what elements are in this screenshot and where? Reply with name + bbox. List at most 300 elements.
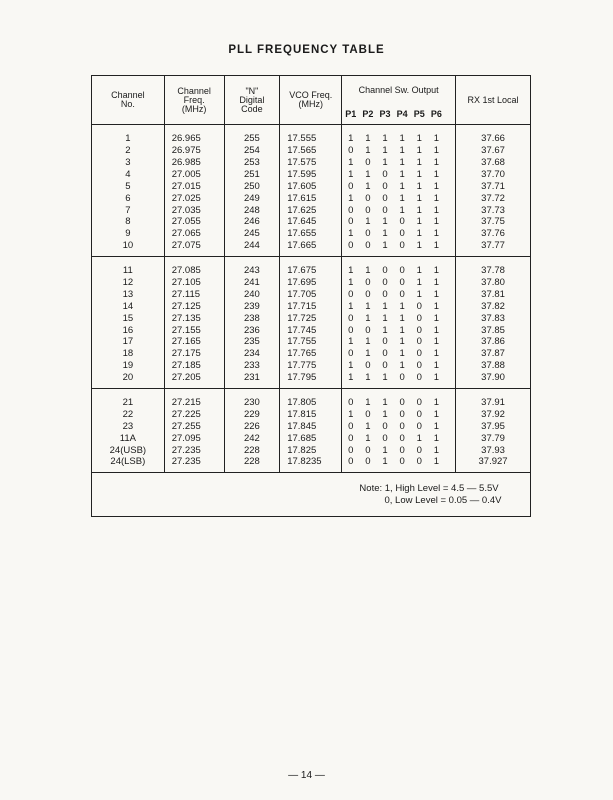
sw-output-bit: 1 — [348, 372, 354, 384]
sw-output-bit: 1 — [433, 156, 439, 168]
sw-output-bit: 1 — [399, 168, 405, 180]
sw-output-bit: 1 — [348, 168, 354, 180]
sw-output-bit: 1 — [382, 156, 388, 168]
vco-freq: 17.755 — [280, 336, 342, 348]
vco-freq: 17.815 — [280, 409, 342, 421]
channel-freq: 27.185 — [164, 360, 224, 372]
n-code: 249 — [224, 192, 280, 204]
sw-output-bit: 1 — [433, 360, 439, 372]
table-row — [92, 421, 531, 433]
vco-freq: 17.605 — [280, 181, 342, 193]
channel-freq: 27.055 — [164, 216, 224, 228]
channel-no: 21 — [92, 397, 165, 409]
vco-freq: 17.595 — [280, 169, 342, 181]
vco-freq: 17.665 — [280, 240, 342, 252]
sw-output-bit: 1 — [433, 408, 439, 420]
table-row — [92, 228, 531, 240]
sw-output-bit: 0 — [348, 397, 354, 408]
sw-output-bit: 0 — [365, 204, 371, 216]
header-channel-freq: Channel Freq. (MHz) — [164, 76, 224, 125]
sw-output-bit: 1 — [416, 133, 422, 145]
rx-1st-local: 37.70 — [456, 169, 531, 181]
channel-no: 7 — [92, 204, 165, 216]
channel-no: 14 — [92, 301, 165, 313]
header-p1: P1 — [342, 104, 360, 124]
sw-output-bit: 1 — [416, 156, 422, 168]
channel-freq: 26.975 — [164, 145, 224, 157]
sw-output-bit: 1 — [365, 397, 371, 408]
channel-no: 20 — [92, 372, 165, 384]
sw-output-bit: 0 — [382, 288, 388, 300]
level-note: Note: 1, High Level = 4.5 — 5.5V 0, Low Level = 0.05 — 0.4V — [92, 473, 531, 517]
sw-output-bit: 1 — [348, 360, 354, 372]
sw-output-bit: 0 — [399, 456, 405, 468]
vco-freq: 17.685 — [280, 432, 342, 444]
table-row — [92, 444, 531, 456]
sw-output-bit: 1 — [399, 348, 405, 360]
rx-1st-local: 37.73 — [456, 204, 531, 216]
sw-output-bit: 1 — [365, 348, 371, 360]
channel-freq: 27.085 — [164, 265, 224, 277]
sw-output-bit: 1 — [382, 133, 388, 145]
sw-output-bit: 1 — [433, 276, 439, 288]
sw-output-bit: 0 — [399, 265, 405, 277]
table-row — [92, 336, 531, 348]
n-code: 253 — [224, 157, 280, 169]
sw-output-bit: 0 — [416, 420, 422, 432]
channel-freq: 27.165 — [164, 336, 224, 348]
n-code: 240 — [224, 289, 280, 301]
page-number: — 14 — — [288, 770, 325, 781]
n-code: 229 — [224, 409, 280, 421]
sw-output-bit: 0 — [365, 456, 371, 468]
sw-output-bit: 1 — [348, 300, 354, 312]
rx-1st-local: 37.91 — [456, 397, 531, 409]
vco-freq: 17.675 — [280, 265, 342, 277]
rx-1st-local: 37.82 — [456, 301, 531, 313]
channel-freq: 27.135 — [164, 312, 224, 324]
sw-output-bit: 1 — [399, 204, 405, 216]
n-code: 228 — [224, 456, 280, 468]
sw-output-bit: 1 — [433, 265, 439, 277]
channel-freq: 27.075 — [164, 240, 224, 252]
vco-freq: 17.645 — [280, 216, 342, 228]
sw-output-bit: 1 — [433, 240, 439, 252]
table-row — [92, 157, 531, 169]
sw-output-bit: 1 — [382, 300, 388, 312]
n-code: 231 — [224, 372, 280, 384]
channel-freq: 27.015 — [164, 181, 224, 193]
vco-freq: 17.775 — [280, 360, 342, 372]
sw-output-bit: 1 — [399, 360, 405, 372]
table-row — [92, 456, 531, 468]
sw-output-bit: 0 — [348, 456, 354, 468]
table-row — [92, 432, 531, 444]
channel-no: 23 — [92, 421, 165, 433]
sw-output-bit: 0 — [365, 288, 371, 300]
sw-output-bit: 0 — [382, 192, 388, 204]
vco-freq: 17.575 — [280, 157, 342, 169]
vco-freq: 17.705 — [280, 289, 342, 301]
n-code: 236 — [224, 324, 280, 336]
sw-output-bit: 0 — [416, 336, 422, 348]
rx-1st-local: 37.83 — [456, 312, 531, 324]
sw-output-bit: 1 — [382, 145, 388, 157]
table-row — [92, 312, 531, 324]
vco-freq: 17.555 — [280, 133, 342, 145]
sw-output-bit: 0 — [348, 324, 354, 336]
n-code: 243 — [224, 265, 280, 277]
sw-output-bit: 1 — [433, 456, 439, 468]
channel-freq: 27.215 — [164, 397, 224, 409]
sw-output-bit: 0 — [399, 288, 405, 300]
header-n-digital-code: "N" Digital Code — [224, 76, 280, 125]
n-code: 235 — [224, 336, 280, 348]
sw-output-bit: 0 — [348, 288, 354, 300]
sw-output-bit: 1 — [433, 228, 439, 240]
sw-output-bit: 1 — [348, 192, 354, 204]
rx-1st-local: 37.76 — [456, 228, 531, 240]
sw-output-bit: 0 — [348, 432, 354, 444]
table-row — [92, 192, 531, 204]
channel-no: 15 — [92, 312, 165, 324]
vco-freq: 17.625 — [280, 204, 342, 216]
sw-output-bit: 0 — [365, 192, 371, 204]
sw-output-bit: 0 — [365, 408, 371, 420]
table-row — [92, 265, 531, 277]
channel-freq: 27.035 — [164, 204, 224, 216]
channel-no: 11A — [92, 432, 165, 444]
n-code: 238 — [224, 312, 280, 324]
sw-output-bit: 1 — [433, 372, 439, 384]
channel-freq: 26.965 — [164, 133, 224, 145]
pll-frequency-table — [91, 75, 531, 517]
rx-1st-local: 37.81 — [456, 289, 531, 301]
sw-output-bit: 0 — [399, 276, 405, 288]
sw-output-bit: 1 — [399, 312, 405, 324]
table-row — [92, 301, 531, 313]
sw-output-bit: 1 — [433, 145, 439, 157]
vco-freq: 17.845 — [280, 421, 342, 433]
sw-output-bit: 1 — [365, 180, 371, 192]
sw-output-bit: 0 — [348, 348, 354, 360]
sw-output-bit: 0 — [348, 444, 354, 456]
sw-output-bit: 0 — [365, 156, 371, 168]
sw-output-bit: 1 — [382, 456, 388, 468]
channel-no: 1 — [92, 133, 165, 145]
sw-output-bit: 1 — [433, 180, 439, 192]
sw-output-bit: 0 — [382, 265, 388, 277]
sw-output-bit: 1 — [399, 300, 405, 312]
sw-output-bit: 0 — [399, 240, 405, 252]
n-code: 228 — [224, 444, 280, 456]
channel-no: 13 — [92, 289, 165, 301]
sw-output-bit: 1 — [365, 145, 371, 157]
sw-output-bit: 1 — [416, 145, 422, 157]
sw-output-bit: 1 — [365, 420, 371, 432]
sw-output-bit: 0 — [348, 145, 354, 157]
channel-no: 3 — [92, 157, 165, 169]
sw-output-bit: 0 — [382, 276, 388, 288]
channel-freq: 27.235 — [164, 444, 224, 456]
sw-output-bit: 0 — [416, 312, 422, 324]
channel-no: 22 — [92, 409, 165, 421]
vco-freq: 17.805 — [280, 397, 342, 409]
rx-1st-local: 37.86 — [456, 336, 531, 348]
table-row — [92, 324, 531, 336]
n-code: 234 — [224, 348, 280, 360]
sw-output-bit: 0 — [416, 360, 422, 372]
table-row — [92, 409, 531, 421]
sw-output-bit: 0 — [399, 216, 405, 228]
table-row — [92, 133, 531, 145]
sw-output-bit: 1 — [382, 228, 388, 240]
rx-1st-local: 37.68 — [456, 157, 531, 169]
n-code: 246 — [224, 216, 280, 228]
sw-output-bit: 1 — [433, 444, 439, 456]
table-row — [92, 169, 531, 181]
sw-output-bit: 1 — [382, 324, 388, 336]
rx-1st-local: 37.71 — [456, 181, 531, 193]
sw-output-bit: 1 — [433, 216, 439, 228]
sw-output-bit: 1 — [365, 312, 371, 324]
sw-output-bit: 0 — [348, 312, 354, 324]
sw-output-bit: 0 — [348, 216, 354, 228]
header-rx-1st-local: RX 1st Local — [456, 76, 531, 125]
channel-freq: 27.175 — [164, 348, 224, 360]
channel-no: 12 — [92, 277, 165, 289]
sw-output-bit: 1 — [348, 156, 354, 168]
sw-output-bit: 1 — [433, 168, 439, 180]
sw-output-bit: 0 — [348, 420, 354, 432]
sw-output-bit: 0 — [365, 360, 371, 372]
rx-1st-local: 37.85 — [456, 324, 531, 336]
sw-output-bit: 1 — [365, 432, 371, 444]
channel-freq: 27.105 — [164, 277, 224, 289]
channel-no: 18 — [92, 348, 165, 360]
rx-1st-local: 37.90 — [456, 372, 531, 384]
sw-output-bit: 1 — [416, 228, 422, 240]
sw-output-bit: 0 — [399, 444, 405, 456]
vco-freq: 17.745 — [280, 324, 342, 336]
sw-output-bit: 0 — [416, 408, 422, 420]
vco-freq: 17.565 — [280, 145, 342, 157]
channel-freq: 27.125 — [164, 301, 224, 313]
rx-1st-local: 37.72 — [456, 192, 531, 204]
vco-freq: 17.8235 — [280, 456, 342, 468]
table-row — [92, 240, 531, 252]
sw-output-bit: 0 — [365, 324, 371, 336]
sw-output-bit: 1 — [433, 192, 439, 204]
sw-output-bit: 1 — [433, 288, 439, 300]
sw-output-bit: 1 — [416, 432, 422, 444]
sw-output-bit: 1 — [382, 408, 388, 420]
channel-freq: 27.225 — [164, 409, 224, 421]
sw-output-bit: 0 — [382, 336, 388, 348]
channel-freq: 27.065 — [164, 228, 224, 240]
vco-freq: 17.715 — [280, 301, 342, 313]
sw-output-bit: 0 — [348, 204, 354, 216]
sw-output-bit: 0 — [348, 240, 354, 252]
table-row — [92, 216, 531, 228]
table-row — [92, 360, 531, 372]
sw-output-bit: 1 — [433, 133, 439, 145]
sw-output-bit: 0 — [399, 397, 405, 408]
rx-1st-local: 37.75 — [456, 216, 531, 228]
sw-output-bit: 1 — [382, 372, 388, 384]
n-code: 239 — [224, 301, 280, 313]
header-p4: P4 — [394, 104, 411, 124]
sw-output-bit: 1 — [365, 336, 371, 348]
sw-output-bit: 1 — [348, 133, 354, 145]
sw-output-bit: 1 — [433, 432, 439, 444]
sw-output-bit: 0 — [382, 432, 388, 444]
sw-output-bit: 1 — [399, 336, 405, 348]
header-p3: P3 — [376, 104, 393, 124]
sw-output-bit: 0 — [348, 180, 354, 192]
rx-1st-local: 37.66 — [456, 133, 531, 145]
rx-1st-local: 37.79 — [456, 432, 531, 444]
sw-output-bit: 1 — [365, 265, 371, 277]
channel-freq: 27.155 — [164, 324, 224, 336]
sw-output-bit: 1 — [416, 276, 422, 288]
sw-output-bit: 1 — [416, 216, 422, 228]
sw-output-bit: 1 — [382, 312, 388, 324]
sw-output-bit: 0 — [399, 408, 405, 420]
sw-output-bit: 1 — [399, 145, 405, 157]
sw-output-bit: 1 — [348, 408, 354, 420]
channel-no: 19 — [92, 360, 165, 372]
sw-output-bit: 0 — [382, 360, 388, 372]
sw-output-bit: 1 — [399, 133, 405, 145]
n-code: 250 — [224, 181, 280, 193]
sw-output-bit: 1 — [416, 265, 422, 277]
sw-output-bit: 1 — [348, 265, 354, 277]
rx-1st-local: 37.927 — [456, 456, 531, 468]
sw-output-bit: 1 — [365, 216, 371, 228]
sw-output-bit: 1 — [382, 240, 388, 252]
table-row — [92, 289, 531, 301]
channel-no: 2 — [92, 145, 165, 157]
sw-output-bit: 1 — [433, 397, 439, 408]
rx-1st-local: 37.80 — [456, 277, 531, 289]
sw-output-bit: 0 — [399, 372, 405, 384]
header-p2: P2 — [359, 104, 376, 124]
channel-no: 6 — [92, 192, 165, 204]
sw-output-bit: 1 — [399, 192, 405, 204]
sw-output-bit: 1 — [382, 397, 388, 408]
channel-no: 8 — [92, 216, 165, 228]
table-row — [92, 145, 531, 157]
n-code: 241 — [224, 277, 280, 289]
table-row — [92, 348, 531, 360]
sw-output-bit: 1 — [433, 324, 439, 336]
sw-output-bit: 0 — [416, 372, 422, 384]
sw-output-bit: 1 — [365, 133, 371, 145]
sw-output-bit: 1 — [433, 300, 439, 312]
rx-1st-local: 37.77 — [456, 240, 531, 252]
sw-output-bit: 0 — [399, 420, 405, 432]
sw-output-bit: 1 — [348, 276, 354, 288]
vco-freq: 17.825 — [280, 444, 342, 456]
n-code: 254 — [224, 145, 280, 157]
sw-output-bit: 0 — [399, 228, 405, 240]
table-row — [92, 372, 531, 384]
channel-no: 24(LSB) — [92, 456, 165, 468]
sw-output-bit: 1 — [365, 300, 371, 312]
channel-no: 10 — [92, 240, 165, 252]
sw-output-bit: 0 — [382, 348, 388, 360]
n-code: 226 — [224, 421, 280, 433]
vco-freq: 17.615 — [280, 192, 342, 204]
header-channel-no: Channel No. — [92, 76, 165, 125]
sw-output-bit: 0 — [416, 456, 422, 468]
page-title: PLL FREQUENCY TABLE — [228, 44, 385, 56]
channel-freq: 27.025 — [164, 192, 224, 204]
channel-no: 16 — [92, 324, 165, 336]
table-row — [92, 181, 531, 193]
sw-output-bit: 0 — [365, 444, 371, 456]
header-channel-sw-output: Channel Sw. Output — [342, 76, 456, 105]
sw-output-bit: 0 — [382, 168, 388, 180]
sw-output-bit: 1 — [416, 168, 422, 180]
vco-freq: 17.795 — [280, 372, 342, 384]
table-row — [92, 397, 531, 409]
vco-freq: 17.725 — [280, 312, 342, 324]
rx-1st-local: 37.78 — [456, 265, 531, 277]
sw-output-bit: 1 — [416, 204, 422, 216]
sw-output-bit: 1 — [365, 168, 371, 180]
sw-output-bit: 1 — [382, 216, 388, 228]
sw-output-bit: 1 — [399, 324, 405, 336]
sw-output-bit: 1 — [416, 288, 422, 300]
rx-1st-local: 37.67 — [456, 145, 531, 157]
sw-output-bit: 1 — [433, 336, 439, 348]
sw-output-bit: 1 — [433, 312, 439, 324]
channel-freq: 27.115 — [164, 289, 224, 301]
n-code: 245 — [224, 228, 280, 240]
sw-output-bit: 0 — [399, 432, 405, 444]
sw-output-bit: 0 — [416, 348, 422, 360]
sw-output-bit: 0 — [416, 300, 422, 312]
channel-no: 17 — [92, 336, 165, 348]
sw-output-bit: 1 — [416, 240, 422, 252]
sw-output-bit: 0 — [416, 397, 422, 408]
n-code: 244 — [224, 240, 280, 252]
header-vco-freq: VCO Freq. (MHz) — [280, 76, 342, 125]
n-code: 242 — [224, 432, 280, 444]
vco-freq: 17.765 — [280, 348, 342, 360]
sw-output-bit: 1 — [416, 192, 422, 204]
rx-1st-local: 37.95 — [456, 421, 531, 433]
table-row — [92, 277, 531, 289]
sw-output-bit: 0 — [416, 444, 422, 456]
n-code: 255 — [224, 133, 280, 145]
channel-no: 4 — [92, 169, 165, 181]
channel-freq: 27.255 — [164, 421, 224, 433]
header-p5: P5 — [411, 104, 428, 124]
rx-1st-local: 37.92 — [456, 409, 531, 421]
sw-output-bit: 0 — [382, 420, 388, 432]
n-code: 248 — [224, 204, 280, 216]
channel-no: 9 — [92, 228, 165, 240]
n-code: 230 — [224, 397, 280, 409]
channel-freq: 27.005 — [164, 169, 224, 181]
table-row — [92, 204, 531, 216]
channel-freq: 26.985 — [164, 157, 224, 169]
n-code: 251 — [224, 169, 280, 181]
channel-no: 24(USB) — [92, 444, 165, 456]
